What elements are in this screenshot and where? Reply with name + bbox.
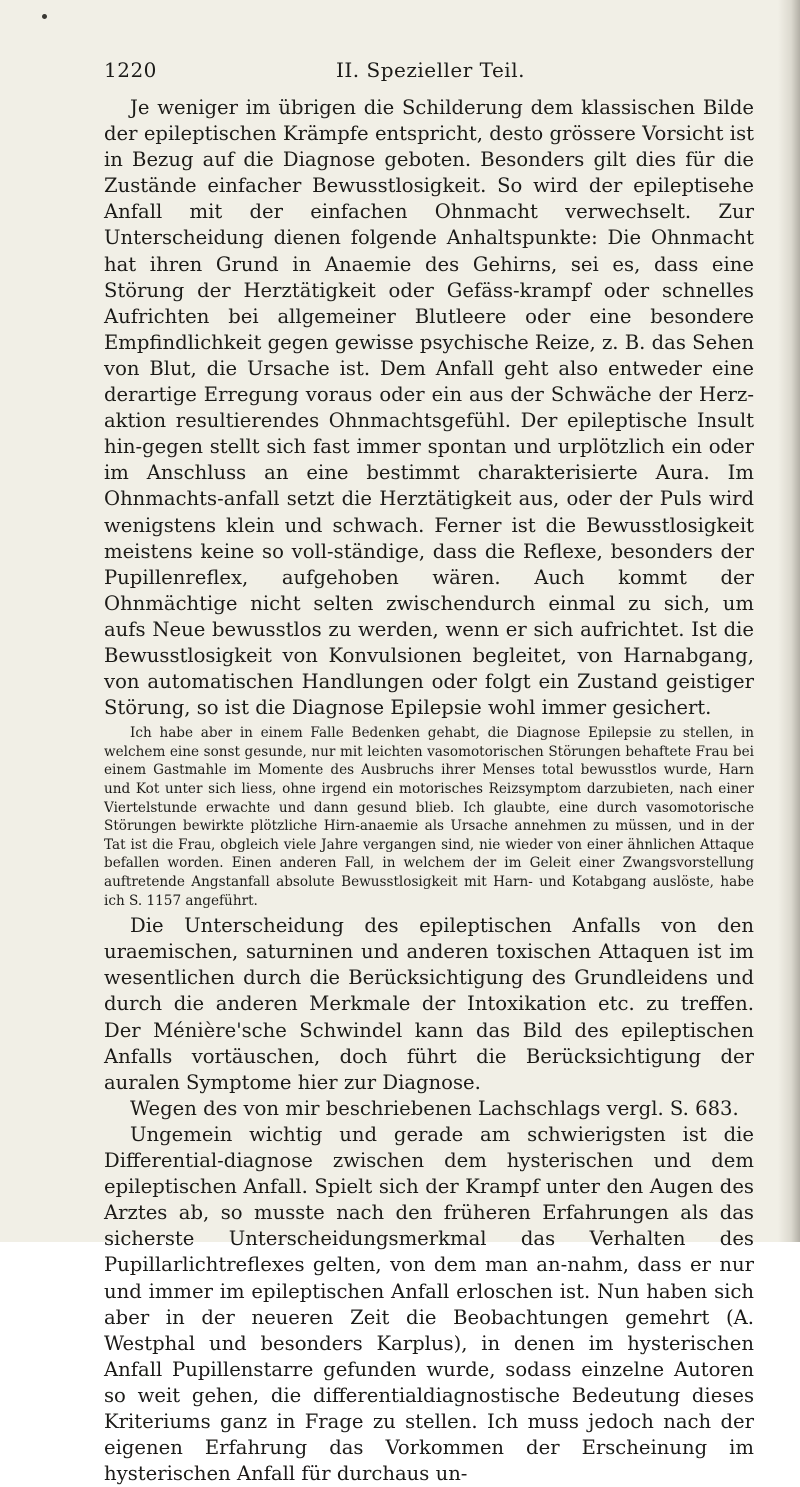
paragraph-fainting-vs-epilepsy: Je weniger im übrigen die Schilderung dem klassischen Bilde der epileptischen Krämpfe entspricht, desto grössere Vorsicht ist in Bezug auf die Diagnose geboten. Besonders gilt dies für die Zustände einfacher Bewusstlosigkeit. So wird der epileptisehe Anfall mit der einfachen Ohnmacht verwechselt. Zur Unterscheidung dienen folgende Anhaltspunkte: Die Ohnmacht hat ihren Grund in Anaemie des Gehirns, sei es, dass eine Störung der Herztätigkeit oder Gefäss-krampf oder schnelles Aufrichten bei allgemeiner Blutleere oder eine besondere Empfindlichkeit gegen gewisse psychische Reize, z. B. das Sehen von Blut, die Ursache ist. Dem Anfall geht also entweder eine derartige Erregung voraus oder ein aus der Schwäche der Herz-aktion resultierendes Ohnmachtsgefühl. Der epileptische Insult hin-gegen stellt sich fast immer spontan und urplötzlich ein oder im Anschluss an eine bestimmt charakterisierte Aura. Im Ohnmachts-anfall setzt die Herztätigkeit aus, oder der Puls wird wenigstens klein und schwach. Ferner ist die Bewusstlosigkeit meistens keine so voll-ständige, dass die Reflexe, besonders der Pupillenreflex, aufgehoben wären. Auch kommt der Ohnmächtige nicht selten zwischendurch einmal zu sich, um aufs Neue bewusstlos zu werden, wenn er sich aufrichtet. Ist die Bewusstlosigkeit von Konvulsionen begleitet, von Harnabgang, von automatischen Handlungen oder folgt ein Zustand geistiger Störung, so ist die Diagnose Epilepsie wohl immer gesichert. bbox=[104, 96, 754, 720]
page-number: 1220 bbox=[104, 58, 157, 82]
page-header bbox=[104, 58, 754, 86]
running-title: II. Spezieller Teil. bbox=[336, 58, 525, 82]
body-text bbox=[104, 95, 754, 1487]
print-speck bbox=[42, 14, 47, 19]
paragraph-toxic-attacks: Die Unterscheidung des epileptischen Anfalls von den uraemischen, saturninen und anderen toxischen Attaquen ist im wesentlichen durch die Berücksichtigung des Grundleidens und durch die anderen Merkmale der Intoxikation etc. zu treffen. Der Ménière'sche Schwindel kann das Bild des epileptischen Anfalls vortäuschen, doch führt die Berücksichtigung der auralen Symptome hier zur Diagnose. bbox=[104, 914, 754, 1094]
paragraph-hysteria-differential: Ungemein wichtig und gerade am schwierigsten ist die Differential-diagnose zwischen dem hysterischen und dem epileptischen Anfall. Spielt sich der Krampf unter den Augen des Arztes ab, so musste nach den früheren Erfahrungen als das sicherste Unterscheidungsmerkmal das Verhalten des Pupillarlichtreflexes gelten, von dem man an-nahm, dass er nur und immer im epileptischen Anfall erloschen ist. Nun haben sich aber in der neueren Zeit die Beobachtungen gemehrt (A. Westphal und besonders Karplus), in denen im hysterischen Anfall Pupillenstarre gefunden wurde, sodass einzelne Autoren so weit gehen, die differentialdiagnostische Bedeutung dieses Kriteriums ganz in Frage zu stellen. Ich muss jedoch nach der eigenen Erfahrung das Vorkommen der Erscheinung im hysterischen Anfall für durchaus un- bbox=[104, 1122, 754, 1486]
page-edge-shadow bbox=[778, 0, 800, 1242]
paragraph-lachschlag-reference: Wegen des von mir beschriebenen Lachschlags vergl. S. 683. bbox=[130, 1096, 739, 1120]
small-print-case-note: Ich habe aber in einem Falle Bedenken gehabt, die Diagnose Epilepsie zu stellen, in welchem eine sonst gesunde, nur mit leichten vasomotorischen Störungen behaftete Frau bei einem Gastmahle im Momente des Ausbruchs ihrer Menses total bewusstlos wurde, Harn und Kot unter sich liess, ohne irgend ein motorisches Reizsymptom darzubieten, nach einer Viertelstunde erwachte und dann gesund blieb. Ich glaubte, eine durch vasomotorische Störungen bewirkte plötzliche Hirn-anaemie als Ursache annehmen zu müssen, und in der Tat ist die Frau, obgleich viele Jahre vergangen sind, nie wieder von einer ähnlichen Attaque befallen worden. Einen anderen Fall, in welchem der im Geleit einer Zwangsvorstellung auftretende Angstanfall absolute Bewusstlosigkeit mit Harn- und Kotabgang auslöste, habe ich S. 1157 angeführt. bbox=[104, 725, 754, 909]
